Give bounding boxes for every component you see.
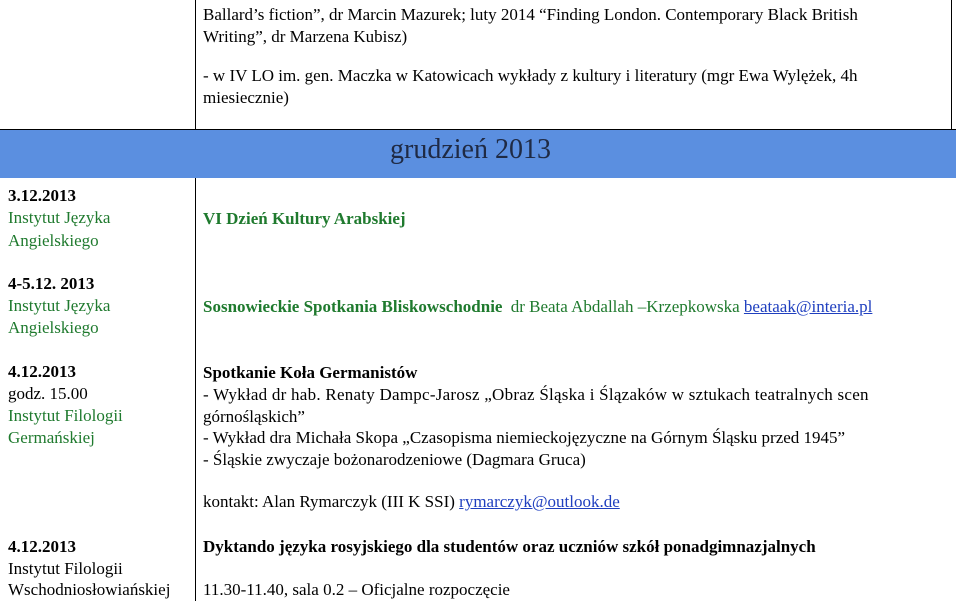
row-3-item-1b: górnośląskich” xyxy=(203,407,305,426)
row-3-time: godz. 15.00 xyxy=(8,384,88,403)
row-3-contact-line xyxy=(203,491,620,513)
row-1-event: VI Dzień Kultury Arabskiej xyxy=(203,209,406,228)
row-2-place-2: Angielskiego xyxy=(8,318,99,337)
row-4-event: Dyktando języka rosyjskiego dla studentów oraz uczniów szkół ponadgimnazjalnych xyxy=(203,537,816,556)
row-4-place-1: Instytut Filologii xyxy=(8,559,123,578)
row-3-contact: kontakt: Alan Rymarczyk (III K SSI) xyxy=(203,492,455,511)
grid-line-col-divider xyxy=(195,178,196,601)
row-3-contact-email-link[interactable]: rymarczyk@outlook.de xyxy=(459,492,620,511)
row-3-place-1: Instytut Filologii xyxy=(8,406,123,425)
row-1-date: 3.12.2013 xyxy=(8,186,76,205)
row-4-date: 4.12.2013 xyxy=(8,537,76,556)
row-3-item-2: - Wykład dra Michała Skopa „Czasopisma niemieckojęzyczne na Górnym Śląsku przed 1945” xyxy=(203,428,846,447)
row-2-date: 4-5.12. 2013 xyxy=(8,274,95,293)
row-3-date: 4.12.2013 xyxy=(8,362,76,381)
row-4-place-2: Wschodniosłowiańskiej xyxy=(8,580,171,599)
top-text-line-2: Writing”, dr Marzena Kubisz) xyxy=(203,27,408,46)
top-text-line-4: miesiecznie) xyxy=(203,88,289,107)
row-3-event: Spotkanie Koła Germanistów xyxy=(203,363,418,382)
row-2-place-1: Instytut Języka xyxy=(8,296,111,315)
row-2-event-line xyxy=(203,296,872,318)
row-3-item-3: - Śląskie zwyczaje bożonarodzeniowe (Dagmara Gruca) xyxy=(203,450,586,469)
row-2-email-link[interactable]: beataak@interia.pl xyxy=(743,297,873,316)
row-3-place-2: Germańskiej xyxy=(8,428,95,447)
row-2-event: Sosnowieckie Spotkania Bliskowschodnie xyxy=(203,297,503,316)
top-text-line-1: Ballard’s fiction”, dr Marcin Mazurek; luty 2014 “Finding London. Contemporary Black British xyxy=(203,5,858,24)
grid-line-left-top xyxy=(195,0,196,130)
row-3-item-1a: - Wykład dr hab. Renaty Dampc-Jarosz „Obraz Śląska i Ślązaków w sztukach teatralnych scen xyxy=(203,385,869,404)
grid-line-right-top xyxy=(951,0,952,130)
row-1-place-1: Instytut Języka xyxy=(8,208,111,227)
top-text-line-3: - w IV LO im. gen. Maczka w Katowicach wykłady z kultury i literatury (mgr Ewa Wylężek, 4h xyxy=(203,66,858,85)
row-2-organizer: dr Beata Abdallah –Krzepkowska xyxy=(510,297,740,316)
row-1-place-2: Angielskiego xyxy=(8,231,99,250)
month-title: grudzień 2013 xyxy=(390,134,551,165)
row-4-detail: 11.30-11.40, sala 0.2 – Oficjalne rozpoczęcie xyxy=(203,580,510,599)
